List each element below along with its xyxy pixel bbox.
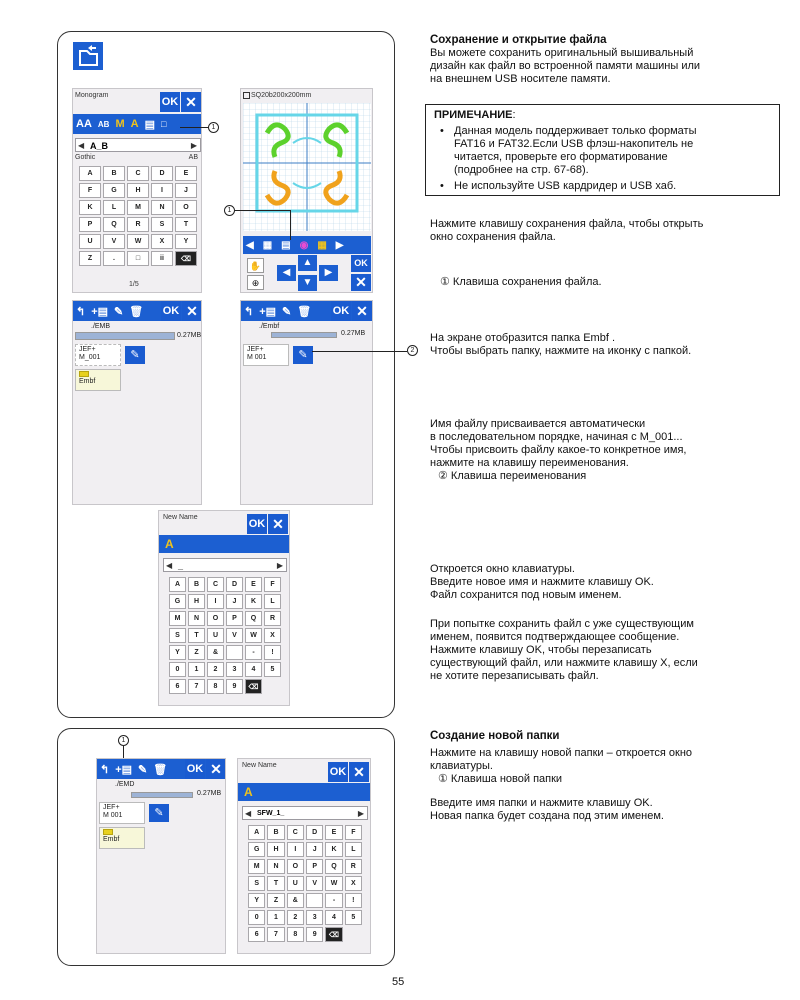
name-input-bar[interactable] bbox=[242, 806, 368, 820]
new-folder-icon[interactable]: +▤ bbox=[259, 305, 277, 318]
keyboard-key[interactable]: X bbox=[345, 876, 362, 891]
keyboard-key[interactable]: N bbox=[151, 200, 173, 215]
cursor-left-icon[interactable]: ◀ bbox=[78, 141, 85, 150]
jog-left-button[interactable]: ◀ bbox=[277, 265, 296, 281]
keyboard-key[interactable]: O bbox=[207, 611, 224, 626]
text-line: Файл сохранится под новым именем. bbox=[430, 589, 622, 601]
keyboard-key[interactable]: W bbox=[127, 234, 149, 249]
keyboard-key[interactable]: □ bbox=[127, 251, 149, 266]
keyboard-key[interactable]: O bbox=[287, 859, 304, 874]
keyboard-key[interactable]: A bbox=[169, 577, 186, 592]
cancel-button[interactable]: ✕ bbox=[206, 759, 226, 779]
text-line: окно сохранения файла. bbox=[430, 231, 556, 243]
cursor-right-icon[interactable]: ▶ bbox=[276, 561, 283, 570]
ok-button[interactable]: OK bbox=[185, 759, 205, 779]
keyboard-key[interactable]: 7 bbox=[188, 679, 205, 694]
keyboard-key[interactable]: H bbox=[188, 594, 205, 609]
keyboard-key[interactable]: 0 bbox=[248, 910, 265, 925]
monogram-input-value: A_B bbox=[90, 141, 109, 151]
memory-free: 0.27MB bbox=[341, 330, 366, 337]
ok-button[interactable]: OK bbox=[351, 255, 371, 272]
keyboard-key[interactable]: . bbox=[103, 251, 125, 266]
callout-leader bbox=[312, 351, 407, 352]
text-line: Имя файлу присваивается автоматически bbox=[430, 418, 646, 430]
keyboard-key[interactable]: P bbox=[79, 217, 101, 232]
paragraph-rename bbox=[430, 418, 785, 483]
file-item[interactable] bbox=[75, 344, 121, 366]
text-line: Нажмите на клавишу новой папки – откроется окно bbox=[430, 747, 693, 759]
name-keyboard bbox=[248, 825, 362, 942]
keyboard-key[interactable]: I bbox=[151, 183, 173, 198]
ok-button[interactable]: OK bbox=[328, 762, 348, 782]
keyboard-key[interactable]: J bbox=[306, 842, 323, 857]
keyboard-key[interactable]: 3 bbox=[226, 662, 243, 677]
keyboard-key[interactable]: G bbox=[248, 842, 265, 857]
folder-name: Embf bbox=[103, 836, 120, 843]
name-input-value: SFW_1_ bbox=[257, 810, 285, 817]
keyboard-key[interactable]: Y bbox=[175, 234, 197, 249]
keyboard-key[interactable]: C bbox=[287, 825, 304, 840]
keyboard-key[interactable]: ! bbox=[345, 893, 362, 908]
keyboard-key[interactable]: M bbox=[248, 859, 265, 874]
keyboard-key[interactable]: F bbox=[345, 825, 362, 840]
folder-path: ./Embf bbox=[259, 323, 280, 330]
file-save-screen-b bbox=[240, 300, 373, 505]
keyboard-key[interactable]: 2 bbox=[207, 662, 224, 677]
keyboard-key[interactable]: L bbox=[103, 200, 125, 215]
keyboard-key[interactable]: Q bbox=[245, 611, 262, 626]
font-style-icon[interactable]: AA bbox=[76, 118, 92, 130]
cancel-button[interactable]: ✕ bbox=[182, 301, 202, 321]
arc-text-icon[interactable]: AB bbox=[97, 119, 110, 129]
keyboard-key[interactable]: H bbox=[267, 842, 284, 857]
section-heading: Создание новой папки bbox=[430, 730, 560, 742]
keyboard-key[interactable]: E bbox=[245, 577, 262, 592]
keyboard-key[interactable]: 6 bbox=[248, 927, 265, 942]
keyboard-key[interactable]: M bbox=[169, 611, 186, 626]
paragraph-save-key bbox=[430, 218, 780, 244]
file-type: JEF+ bbox=[247, 346, 264, 353]
cancel-button[interactable]: ✕ bbox=[349, 762, 369, 782]
layout-icon[interactable]: □ bbox=[160, 119, 167, 129]
arrow-left-icon[interactable]: ◀ bbox=[246, 239, 254, 251]
callout-leader bbox=[180, 127, 208, 128]
keyboard-key[interactable]: J bbox=[175, 183, 197, 198]
back-arrow-icon[interactable]: ↰ bbox=[244, 305, 254, 318]
name-keyboard bbox=[169, 577, 281, 694]
folder-icon bbox=[79, 371, 89, 377]
edit-screen bbox=[240, 88, 373, 293]
folder-path: ./EMB bbox=[91, 323, 111, 330]
callout-2: 2 bbox=[407, 345, 418, 356]
cancel-button[interactable]: ✕ bbox=[352, 301, 372, 321]
cursor-left-icon[interactable]: ◀ bbox=[166, 561, 173, 570]
page-indicator: 1/5 bbox=[129, 281, 139, 288]
font-select-icon[interactable]: A bbox=[159, 535, 290, 553]
monogram-keyboard bbox=[79, 166, 197, 266]
file-item[interactable] bbox=[243, 344, 289, 366]
jog-down-button[interactable]: ▼ bbox=[298, 275, 317, 291]
note-item bbox=[434, 180, 771, 193]
keyboard-key[interactable]: Q bbox=[325, 859, 342, 874]
legend-save-key: ① Клавиша сохранения файла. bbox=[440, 276, 602, 288]
jog-right-button[interactable]: ▶ bbox=[319, 265, 338, 281]
keyboard-key[interactable]: O bbox=[175, 200, 197, 215]
note-box bbox=[425, 104, 780, 196]
paragraph-keyboard bbox=[430, 563, 780, 602]
text-line: Введите новое имя и нажмите клавишу OK. bbox=[430, 576, 654, 588]
section-save-open bbox=[430, 34, 780, 86]
keyboard-key[interactable]: 4 bbox=[245, 662, 262, 677]
keyboard-key[interactable]: G bbox=[103, 183, 125, 198]
file-name: M_001 bbox=[79, 354, 101, 361]
keyboard-key[interactable]: U bbox=[287, 876, 304, 891]
keyboard-key[interactable]: ⌫ bbox=[325, 927, 342, 942]
keyboard-key[interactable]: 7 bbox=[267, 927, 284, 942]
new-folder-icon[interactable]: +▤ bbox=[91, 305, 109, 318]
keyboard-key[interactable]: X bbox=[151, 234, 173, 249]
keyboard-key[interactable]: B bbox=[267, 825, 284, 840]
ok-button[interactable]: OK bbox=[160, 92, 180, 112]
keyboard-key[interactable]: V bbox=[226, 628, 243, 643]
paragraph-folder bbox=[430, 332, 780, 358]
keyboard-key[interactable]: V bbox=[306, 876, 323, 891]
monogram-title: Monogram bbox=[75, 92, 109, 99]
delete-icon[interactable]: 🗑 bbox=[153, 763, 168, 776]
memory-free: 0.27MB bbox=[177, 332, 202, 339]
design-preview bbox=[243, 103, 371, 231]
hand-icon[interactable]: ✋ bbox=[247, 258, 264, 273]
keyboard-key[interactable]: K bbox=[245, 594, 262, 609]
keyboard-key[interactable]: ⌫ bbox=[175, 251, 197, 266]
monogram-toolbar bbox=[73, 114, 202, 134]
rename-icon[interactable]: ✎ bbox=[282, 305, 292, 318]
jog-up-button[interactable]: ▲ bbox=[298, 255, 317, 271]
monogram-input-bar[interactable] bbox=[75, 138, 201, 152]
memory-bar bbox=[131, 792, 193, 798]
keyboard-key[interactable]: K bbox=[325, 842, 342, 857]
keyboard-key[interactable]: L bbox=[264, 594, 281, 609]
callout-1: 1 bbox=[224, 205, 235, 216]
keyboard-key[interactable]: E bbox=[175, 166, 197, 181]
file-type: JEF+ bbox=[79, 346, 96, 353]
keyboard-key[interactable]: W bbox=[245, 628, 262, 643]
keyboard-key[interactable]: S bbox=[248, 876, 265, 891]
keyboard-key[interactable]: 3 bbox=[306, 910, 323, 925]
keyboard-key[interactable]: N bbox=[267, 859, 284, 874]
keyboard-key[interactable]: R bbox=[127, 217, 149, 232]
text-line: именем, появится подтверждающее сообщение. bbox=[430, 631, 680, 643]
keyboard-key[interactable]: C bbox=[127, 166, 149, 181]
edit-toolbar bbox=[243, 236, 371, 254]
keyboard-key[interactable]: S bbox=[169, 628, 186, 643]
keyboard-key[interactable]: R bbox=[264, 611, 281, 626]
keyboard-key[interactable]: U bbox=[207, 628, 224, 643]
monogram-screen bbox=[72, 88, 202, 293]
ok-button[interactable]: OK bbox=[247, 514, 267, 534]
keyboard-key[interactable]: Y bbox=[169, 645, 186, 660]
keyboard-key[interactable]: U bbox=[79, 234, 101, 249]
keyboard-key[interactable]: Y bbox=[248, 893, 265, 908]
intro-line: на внешнем USB носителе памяти. bbox=[430, 73, 611, 85]
note-line: • Не используйте USB кардридер и USB хаб. bbox=[454, 180, 677, 192]
keyboard-key[interactable]: ii bbox=[151, 251, 173, 266]
keyboard-key[interactable]: D bbox=[306, 825, 323, 840]
keyboard-key[interactable]: 1 bbox=[267, 910, 284, 925]
new-name-keyboard-screen bbox=[158, 510, 290, 706]
back-arrow-icon[interactable]: ↰ bbox=[100, 763, 110, 776]
keyboard-key[interactable]: 8 bbox=[287, 927, 304, 942]
memory-bar bbox=[271, 332, 337, 338]
ok-button[interactable]: OK bbox=[331, 301, 351, 321]
keyboard-key[interactable]: D bbox=[226, 577, 243, 592]
keyboard-key[interactable]: M bbox=[127, 200, 149, 215]
keyboard-key[interactable]: G bbox=[169, 594, 186, 609]
text-line: На экране отобразится папка Embf . bbox=[430, 332, 616, 344]
font-name: Gothic bbox=[75, 154, 96, 161]
hoop-icon bbox=[243, 92, 250, 99]
keyboard-title: New Name bbox=[163, 514, 198, 521]
legend-new-folder-key: ① Клавиша новой папки bbox=[438, 773, 563, 785]
text-line: Нажмите клавишу сохранения файла, чтобы открыть bbox=[430, 218, 704, 230]
keyboard-key[interactable]: I bbox=[207, 594, 224, 609]
keyboard-key[interactable]: 5 bbox=[345, 910, 362, 925]
keyboard-key[interactable]: D bbox=[151, 166, 173, 181]
folder-item[interactable] bbox=[99, 827, 145, 849]
keyboard-key[interactable]: ! bbox=[264, 645, 281, 660]
keyboard-key[interactable]: R bbox=[345, 859, 362, 874]
keyboard-key[interactable]: T bbox=[267, 876, 284, 891]
legend-rename-key: ② Клавиша переименования bbox=[438, 470, 587, 482]
cursor-right-icon[interactable]: ▶ bbox=[190, 141, 197, 150]
arrow-right-icon[interactable]: ▶ bbox=[335, 239, 344, 251]
keyboard-key[interactable]: - bbox=[325, 893, 342, 908]
keyboard-key[interactable]: 4 bbox=[325, 910, 342, 925]
note-line: читается, проверьте его форматирование bbox=[454, 151, 668, 163]
text-line: Введите имя папки и нажмите клавишу OK. bbox=[430, 797, 653, 809]
folder-path: ./EMD bbox=[115, 781, 135, 788]
keyboard-key[interactable]: Z bbox=[79, 251, 101, 266]
new-folder-icon[interactable]: +▤ bbox=[115, 763, 133, 776]
keyboard-key[interactable]: X bbox=[264, 628, 281, 643]
keyboard-key[interactable]: W bbox=[325, 876, 342, 891]
cancel-button[interactable]: ✕ bbox=[181, 92, 201, 112]
ok-button[interactable]: OK bbox=[161, 301, 181, 321]
keyboard-key[interactable]: A bbox=[248, 825, 265, 840]
rename-button[interactable]: ✎ bbox=[149, 804, 169, 822]
keyboard-key[interactable]: T bbox=[175, 217, 197, 232]
delete-icon[interactable]: 🗑 bbox=[297, 305, 312, 318]
file-save-icon bbox=[73, 42, 103, 70]
keyboard-key[interactable]: P bbox=[306, 859, 323, 874]
file-save-screen-a bbox=[72, 300, 202, 505]
new-folder-keyboard-screen bbox=[237, 758, 371, 954]
keyboard-key[interactable] bbox=[226, 645, 243, 660]
rename-button[interactable]: ✎ bbox=[125, 346, 145, 364]
callout-leader bbox=[235, 210, 290, 211]
text-line: Нажмите клавишу OK, чтобы перезаписать bbox=[430, 644, 652, 656]
text-line: в последовательном порядке, начиная с M_001... bbox=[430, 431, 683, 443]
keyboard-key[interactable]: - bbox=[245, 645, 262, 660]
text-line: не хотите перезаписывать файл. bbox=[430, 670, 599, 682]
monogram-m-icon[interactable]: M bbox=[115, 118, 125, 130]
memory-free: 0.27MB bbox=[197, 790, 222, 797]
note-title: ПРИМЕЧАНИЕ bbox=[434, 109, 513, 121]
folder-icon bbox=[103, 829, 113, 835]
font-select-icon[interactable]: A bbox=[238, 783, 371, 801]
keyboard-key[interactable]: 8 bbox=[207, 679, 224, 694]
rename-button[interactable]: ✎ bbox=[293, 346, 313, 364]
keyboard-key[interactable]: Z bbox=[267, 893, 284, 908]
paragraph-overwrite bbox=[430, 618, 785, 683]
file-save-screen-c bbox=[96, 758, 226, 954]
rename-icon[interactable]: ✎ bbox=[114, 305, 124, 318]
keyboard-key[interactable]: S bbox=[151, 217, 173, 232]
keyboard-key[interactable]: A bbox=[79, 166, 101, 181]
keyboard-key[interactable]: ⌫ bbox=[245, 679, 262, 694]
callout-1: 1 bbox=[208, 122, 219, 133]
keyboard-key[interactable]: 0 bbox=[169, 662, 186, 677]
back-arrow-icon[interactable]: ↰ bbox=[76, 305, 86, 318]
file-save-icon[interactable]: ▤ bbox=[144, 118, 155, 131]
keyboard-key[interactable]: F bbox=[79, 183, 101, 198]
cancel-button[interactable]: ✕ bbox=[351, 274, 371, 291]
rename-icon[interactable]: ✎ bbox=[138, 763, 148, 776]
keyboard-key[interactable]: E bbox=[325, 825, 342, 840]
keyboard-key[interactable]: F bbox=[264, 577, 281, 592]
zoom-icon[interactable]: ⊕ bbox=[247, 275, 264, 290]
keyboard-key[interactable] bbox=[306, 893, 323, 908]
section-new-folder bbox=[430, 730, 785, 823]
text-line: Новая папка будет создана под этим именем. bbox=[430, 810, 664, 822]
keyboard-key[interactable]: P bbox=[226, 611, 243, 626]
keyboard-title: New Name bbox=[242, 762, 277, 769]
hoop-size-label: SQ20b200x200mm bbox=[251, 92, 312, 99]
cancel-button[interactable]: ✕ bbox=[268, 514, 288, 534]
page-number: 55 bbox=[392, 976, 405, 988]
grid-icon[interactable]: ▦ bbox=[317, 239, 327, 251]
font-size: AB bbox=[188, 154, 198, 161]
keyboard-key[interactable]: I bbox=[287, 842, 304, 857]
text-line: Чтобы присвоить файлу какое-то конкретное имя, bbox=[430, 444, 687, 456]
keyboard-key[interactable]: 9 bbox=[306, 927, 323, 942]
keyboard-key[interactable]: 9 bbox=[226, 679, 243, 694]
file-type: JEF+ bbox=[103, 804, 120, 811]
keyboard-key[interactable]: 6 bbox=[169, 679, 186, 694]
intro-line: дизайн как файл во встроенной памяти машины или bbox=[430, 60, 701, 72]
cursor-left-icon[interactable]: ◀ bbox=[245, 809, 252, 818]
file-name: M 001 bbox=[103, 812, 123, 819]
keyboard-key[interactable]: 5 bbox=[264, 662, 281, 677]
keyboard-key[interactable]: C bbox=[207, 577, 224, 592]
section-heading: Сохранение и открытие файла bbox=[430, 34, 607, 46]
text-line: При попытке сохранить файл с уже существующим bbox=[430, 618, 694, 630]
keyboard-key[interactable]: Q bbox=[103, 217, 125, 232]
keyboard-key[interactable]: V bbox=[103, 234, 125, 249]
text-line: клавиатуры. bbox=[430, 760, 493, 772]
text-line: существующий файл, или нажмите клавишу X, если bbox=[430, 657, 698, 669]
keyboard-key[interactable]: K bbox=[79, 200, 101, 215]
cursor-right-icon[interactable]: ▶ bbox=[357, 809, 364, 818]
name-input-value: _ bbox=[178, 561, 184, 571]
keyboard-key[interactable]: 2 bbox=[287, 910, 304, 925]
note-item bbox=[434, 125, 771, 177]
color-text-icon[interactable]: A bbox=[130, 118, 139, 130]
note-line: FAT16 и FAT32.Если USB флэш-накопитель не bbox=[454, 138, 694, 150]
keyboard-key[interactable]: & bbox=[287, 893, 304, 908]
file-save-big-button[interactable] bbox=[73, 42, 103, 70]
keyboard-key[interactable]: 1 bbox=[188, 662, 205, 677]
memory-bar bbox=[75, 332, 175, 340]
file-item[interactable] bbox=[99, 802, 145, 824]
keyboard-key[interactable]: T bbox=[188, 628, 205, 643]
intro-line: Вы можете сохранить оригинальный вышивальный bbox=[430, 47, 694, 59]
text-line: нажмите на клавишу переименования. bbox=[430, 457, 629, 469]
layout-icon[interactable]: ▦ bbox=[262, 239, 273, 251]
name-input-bar[interactable] bbox=[163, 558, 287, 572]
keyboard-key[interactable]: H bbox=[127, 183, 149, 198]
file-name: M 001 bbox=[247, 354, 267, 361]
note-colon: : bbox=[512, 109, 516, 121]
note-line: • Данная модель поддерживает только форматы bbox=[454, 125, 697, 137]
keyboard-key[interactable]: B bbox=[103, 166, 125, 181]
note-line: (подробнее на стр. 67-68). bbox=[454, 164, 589, 176]
callout-1: 1 bbox=[118, 735, 129, 746]
text-line: Чтобы выбрать папку, нажмите на иконку с папкой. bbox=[430, 345, 692, 357]
callout-leader bbox=[123, 746, 124, 758]
color-wheel-icon[interactable]: ◉ bbox=[299, 239, 309, 251]
text-line: Откроется окно клавиатуры. bbox=[430, 563, 575, 575]
keyboard-key[interactable]: B bbox=[188, 577, 205, 592]
folder-name: Embf bbox=[79, 378, 96, 385]
folder-item[interactable] bbox=[75, 369, 121, 391]
keyboard-key[interactable]: L bbox=[345, 842, 362, 857]
keyboard-key[interactable]: Z bbox=[188, 645, 205, 660]
keyboard-key[interactable]: J bbox=[226, 594, 243, 609]
keyboard-key[interactable]: & bbox=[207, 645, 224, 660]
file-save-icon[interactable]: ▤ bbox=[281, 239, 291, 251]
delete-icon[interactable]: 🗑 bbox=[129, 305, 144, 318]
callout-leader bbox=[290, 210, 291, 240]
keyboard-key[interactable]: N bbox=[188, 611, 205, 626]
